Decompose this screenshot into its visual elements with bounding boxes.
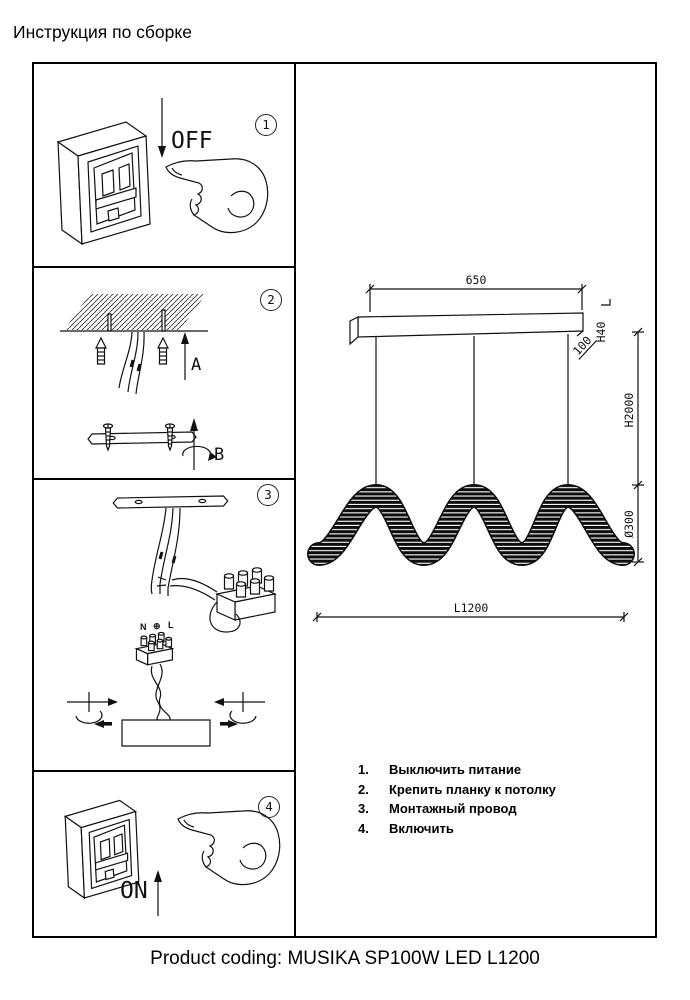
wall-anchor-icon [96,338,106,364]
note-item: 3. Монтажный провод [358,801,517,816]
rotate-screw-icon [67,692,118,728]
dim-h40 [594,299,610,342]
canopy-box [122,720,210,746]
twisted-wires [151,664,170,720]
technical-drawing-column [296,64,655,936]
breaker-box-icon [58,122,150,244]
steps-column [34,64,296,936]
canopy-bar [350,313,583,344]
svg-text:H40: H40 [594,321,608,343]
svg-text:650: 650 [465,273,487,287]
step3-number-badge: 3 [257,484,279,506]
off-label: OFF [171,128,213,154]
note-item: 4. Включить [358,820,454,836]
wall-anchor-icon [158,338,168,364]
step3-panel [34,480,294,772]
rotate-b-icon [183,418,217,470]
svg-text:Ø300: Ø300 [622,510,636,538]
step2-panel [34,268,294,480]
terminal-block-icon [217,568,275,620]
mounting-bracket-icon [88,432,196,444]
bracket-wires [151,508,180,596]
step4-illustration-power-on [34,772,294,936]
on-label: ON [120,878,148,904]
lamp-wave-body [319,496,623,554]
step1-number-badge: 1 [255,114,277,136]
page-title: Инструкция по сборке [13,22,192,42]
note-item: 1. Выключить питание [358,762,522,777]
pointing-hand-icon [166,159,268,233]
assembly-notes [358,760,556,838]
step2-number-badge: 2 [260,289,282,311]
instruction-frame [32,62,657,938]
step1-panel [34,64,294,268]
svg-text:L1200: L1200 [453,601,489,615]
direction-b-label: B [214,445,225,465]
step1-illustration-power-off [34,64,294,268]
step3-illustration-wiring [34,480,294,772]
svg-text:100: 100 [569,333,595,359]
product-coding: Product coding: MUSIKA SP100W LED L1200 [150,948,540,969]
dim-h2000 [622,328,644,485]
ceiling-hatch [64,294,206,330]
direction-a-label: A [191,355,202,375]
svg-text:H2000: H2000 [622,392,636,428]
terminal-earth-label: ⊕ [153,621,161,631]
step4-panel [34,772,294,936]
dim-l1200 [313,601,628,622]
note-item: 2. Крепить планку к потолку [358,781,556,797]
step2-illustration-ceiling-mount [34,268,294,480]
ceiling-wires [119,332,144,394]
step4-number-badge: 4 [258,796,280,818]
suspension-wires [376,334,568,490]
dim-100 [569,331,597,360]
terminal-n-label: N [140,622,147,632]
terminal-l-label: L [168,620,174,630]
dim-650 [366,273,586,312]
